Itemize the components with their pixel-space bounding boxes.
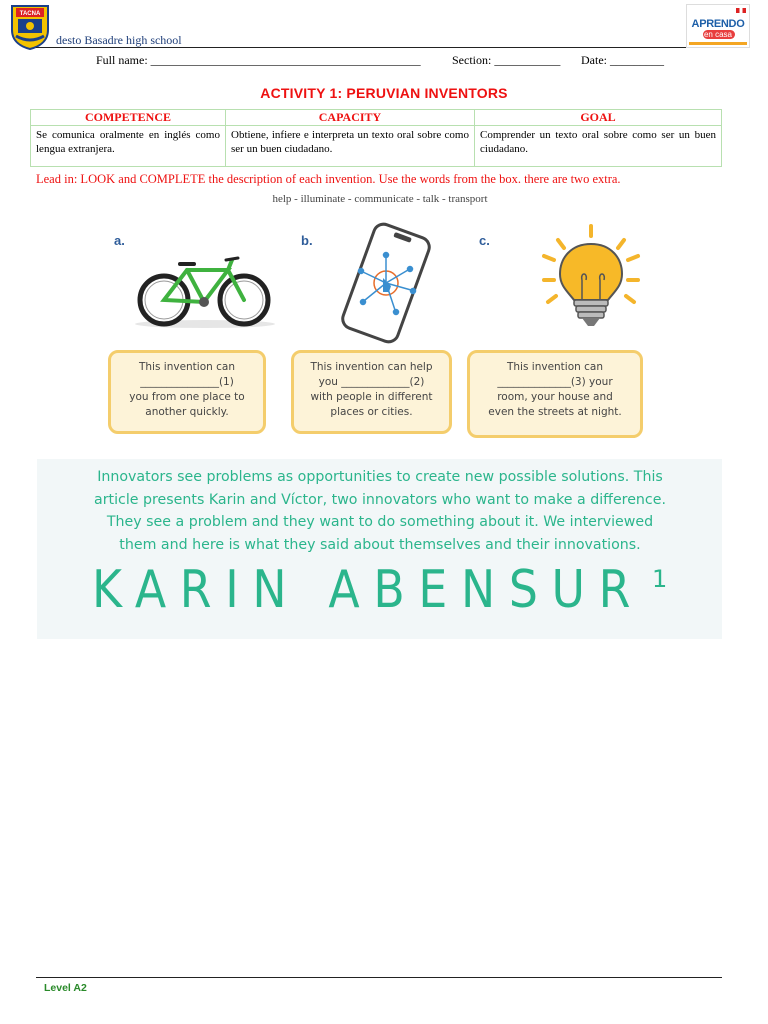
invention-card-b	[291, 350, 452, 434]
article-line: them and here is what they said about themselves and their innovations.	[119, 536, 641, 553]
logo-stripe	[689, 42, 747, 45]
logo-title: APRENDO	[691, 18, 745, 30]
card-blank-2[interactable]: you _____________(2)	[318, 376, 425, 388]
table-header-row	[31, 110, 722, 126]
invention-card-c	[467, 350, 643, 438]
level-label: Level A2	[44, 982, 87, 994]
header-competence: COMPETENCE	[31, 110, 226, 126]
article-intro	[48, 466, 712, 556]
footer-divider	[36, 977, 722, 978]
card-line: This invention can	[506, 361, 603, 373]
section-field[interactable]: Section: ___________	[452, 53, 561, 67]
competence-table	[30, 109, 722, 167]
card-line: even the streets at night.	[488, 406, 622, 418]
cell-goal: Comprender un texto oral sobre como ser un buen ciudadano.	[475, 126, 722, 167]
word-box: help - illuminate - communicate - talk - transport	[272, 193, 488, 205]
card-line: with people in different	[310, 391, 433, 403]
school-crest-logo	[10, 4, 50, 50]
article-line: They see a problem and they want to do something about it. We interviewed	[106, 514, 654, 530]
heading-superscript: 1	[652, 565, 668, 593]
date-field[interactable]: Date: _________	[581, 53, 664, 67]
header-goal: GOAL	[475, 110, 722, 126]
article-line: Innovators see problems as opportunities to create new possible solutions. This	[97, 469, 663, 485]
aprendo-en-casa-logo	[686, 4, 750, 48]
flag-icon	[736, 8, 746, 13]
invention-card-a	[108, 350, 266, 434]
card-blank-3[interactable]: ______________(3) your	[497, 376, 613, 388]
student-info-row	[36, 53, 722, 69]
label-a: a.	[114, 233, 125, 248]
smartphone-icon	[333, 222, 439, 344]
lightbulb-icon	[536, 222, 646, 334]
cell-capacity: Obtiene, infiere e interpreta un texto oral sobre como ser un buen ciudadano.	[226, 126, 475, 167]
article-line: article presents Karin and Víctor, two innovators who want to make a difference.	[94, 491, 666, 508]
header-divider	[36, 47, 722, 48]
card-line: This invention can	[138, 361, 235, 373]
card-line: This invention can help	[310, 361, 433, 373]
card-line: places or cities.	[330, 406, 413, 418]
lead-in-instructions: Lead in: LOOK and COMPLETE the description of each invention. Use the words from the box. there are two extra.	[36, 172, 621, 186]
card-line: you from one place to	[129, 391, 245, 403]
article-heading-name: KARIN ABENSUR	[92, 560, 645, 620]
card-blank-1[interactable]: _______________(1)	[140, 376, 234, 388]
crest-text: TACNA	[19, 11, 41, 17]
cell-competence: Se comunica oralmente en inglés como lengua extranjera.	[31, 126, 226, 167]
card-line: another quickly.	[145, 406, 229, 418]
bicycle-icon	[132, 250, 278, 330]
label-c: c.	[479, 233, 490, 248]
header-capacity: CAPACITY	[226, 110, 475, 126]
school-name: desto Basadre high school	[56, 33, 182, 47]
label-b: b.	[301, 233, 313, 248]
logo-subtitle: en casa	[703, 30, 733, 39]
full-name-field[interactable]: Full name: _____________________________________________	[96, 53, 421, 67]
card-line: room, your house and	[497, 391, 613, 403]
activity-title: ACTIVITY 1: PERUVIAN INVENTORS	[260, 85, 508, 101]
table-row	[31, 126, 722, 167]
